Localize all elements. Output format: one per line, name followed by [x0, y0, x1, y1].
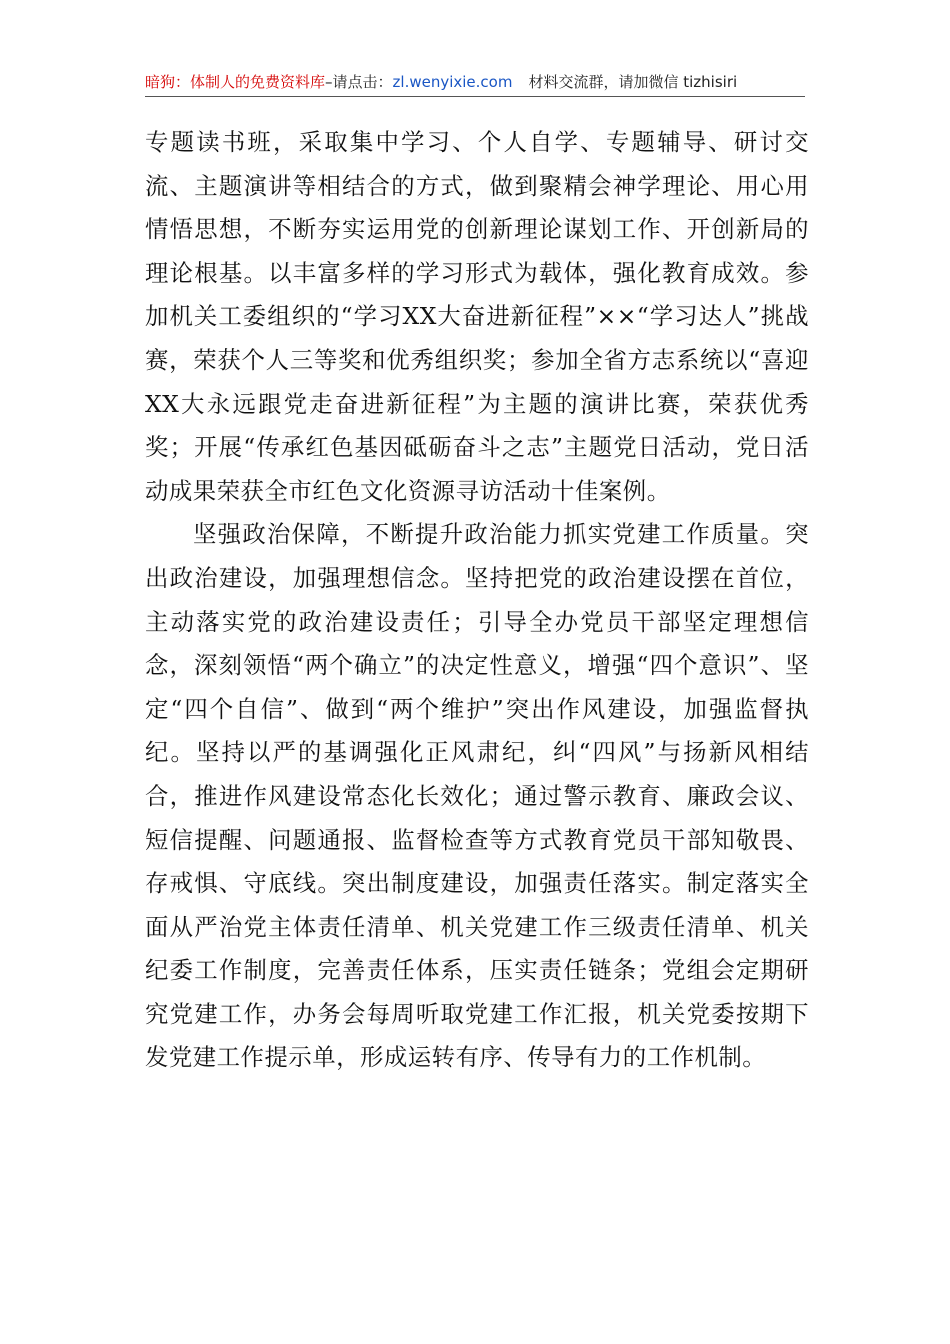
header-divider: [145, 96, 805, 97]
document-body: [145, 121, 809, 1080]
header-brand: 暗狗：体制人的免费资料库: [145, 73, 326, 91]
header-link[interactable]: zl.wenyixie.com: [392, 73, 513, 91]
page-header: [145, 68, 805, 96]
paragraph-1: 专题读书班，采取集中学习、个人自学、专题辅导、研讨交流、主题演讲等相结合的方式，做到聚精会神学理论、用心用情悟思想，不断夯实运用党的创新理论谋划工作、开创新局的理论根基。以丰富多样的学习形式为载体，强化教育成效。参加机关工委组织的“学习XX大奋进新征程”××“学习达人”挑战赛，荣获个人三等奖和优秀组织奖；参加全省方志系统以“喜迎XX大永远跟党走奋进新征程”为主题的演讲比赛，荣获优秀奖；开展“传承红色基因砥砺奋斗之志”主题党日活动，党日活动成果荣获全市红色文化资源寻访活动十佳案例。: [145, 128, 809, 505]
header-notice: 材料交流群，请加微信 tizhisiri: [528, 73, 738, 91]
header-click-prefix: –请点击：: [325, 73, 393, 91]
paragraph-2: 坚强政治保障，不断提升政治能力抓实党建工作质量。突出政治建设，加强理想信念。坚持把党的政治建设摆在首位，主动落实党的政治建设责任；引导全办党员干部坚定理想信念，深刻领悟“两个确立”的决定性意义，增强“四个意识”、坚定“四个自信”、做到“两个维护”突出作风建设，加强监督执纪。坚持以严的基调强化正风肃纪，纠“四风”与扬新风相结合，推进作风建设常态化长效化；通过警示教育、廉政会议、短信提醒、问题通报、监督检查等方式教育党员干部知敬畏、存戒惧、守底线。突出制度建设，加强责任落实。制定落实全面从严治党主体责任清单、机关党建工作三级责任清单、机关纪委工作制度，完善责任体系，压实责任链条；党组会定期研究党建工作，办务会每周听取党建工作汇报，机关党委按期下发党建工作提示单，形成运转有序、传导有力的工作机制。: [145, 520, 809, 1072]
